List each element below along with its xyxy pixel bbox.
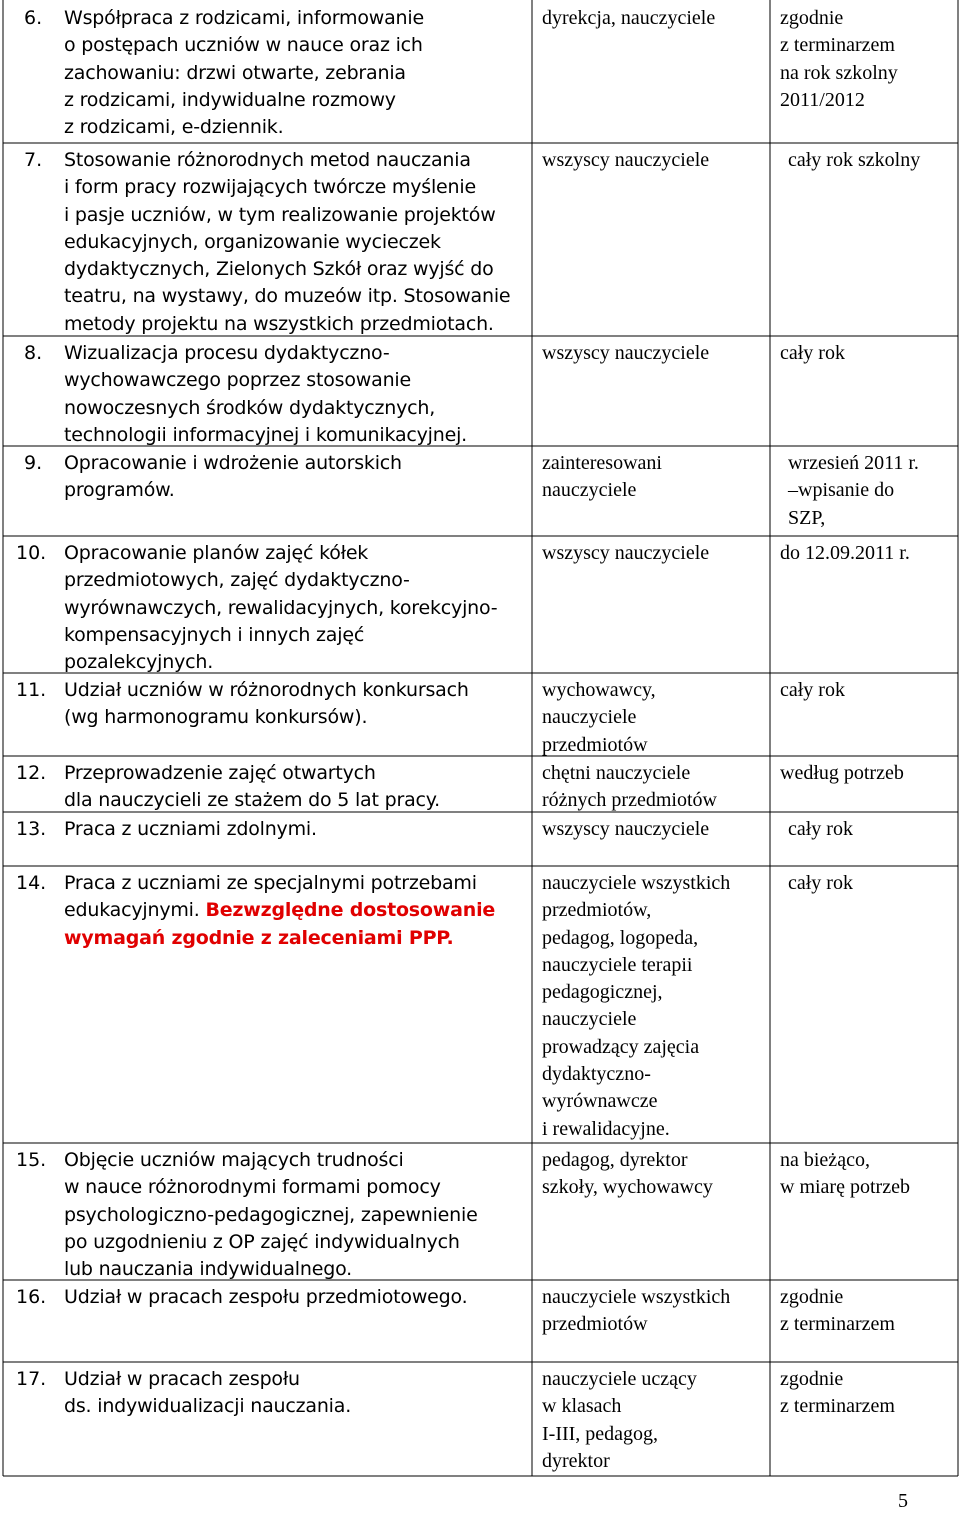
when-line: –wpisanie do	[788, 479, 895, 502]
task-line: Współpraca z rodzicami, informowanie	[64, 7, 424, 29]
task-line: dla nauczycieli ze stażem do 5 lat pracy.	[64, 789, 440, 812]
task-line: ds. indywidualizacji nauczania.	[64, 1395, 352, 1418]
when-line: zgodnie	[780, 1368, 844, 1390]
row-number: 14.	[16, 872, 47, 894]
when-line: 2011/2012	[780, 88, 865, 111]
task-description	[64, 340, 467, 449]
responsible-persons	[542, 147, 709, 174]
when-line: z terminarzem	[780, 1313, 895, 1336]
when-line: do 12.09.2011 r.	[780, 542, 910, 564]
requirement-emphasis: wymagań zgodnie z zaleceniami PPP.	[64, 926, 454, 949]
who-line: pedagogicznej,	[542, 981, 663, 1004]
responsible-persons	[542, 677, 656, 759]
requirement-emphasis: Bezwzględne dostosowanie	[205, 899, 496, 922]
who-line: nauczyciele terapii	[542, 953, 693, 976]
task-description	[64, 5, 424, 141]
task-line: Wizualizacja procesu dydaktyczno-	[64, 342, 390, 364]
deadline	[788, 816, 853, 843]
who-line: szkoły, wychowawcy	[542, 1176, 713, 1199]
who-line: pedagog, dyrektor	[542, 1149, 688, 1171]
deadline	[780, 760, 904, 787]
who-line: I-III, pedagog,	[542, 1422, 659, 1445]
responsible-persons	[542, 1147, 713, 1202]
when-line: na rok szkolny	[780, 61, 898, 84]
responsible-persons	[542, 1366, 697, 1475]
when-line: z terminarzem	[780, 34, 895, 57]
task-line: Praca z uczniami zdolnymi.	[64, 818, 317, 840]
who-line: przedmiotów	[542, 733, 648, 756]
task-line: po uzgodnieniu z OP zajęć indywidualnych	[64, 1230, 460, 1253]
who-line: zainteresowani	[542, 452, 662, 474]
task-line: teatru, na wystawy, do muzeów itp. Stosowanie	[64, 285, 511, 308]
row-number: 6.	[24, 7, 43, 29]
task-description	[64, 677, 469, 732]
who-line: wychowawcy,	[542, 679, 656, 701]
who-line: różnych przedmiotów	[542, 789, 717, 812]
deadline	[788, 147, 920, 174]
deadline	[780, 540, 910, 567]
task-line: i pasje uczniów, w tym realizowanie projektów	[64, 203, 496, 226]
row-number: 13.	[16, 818, 47, 840]
task-line: Udział uczniów w różnorodnych konkursach	[64, 679, 469, 701]
task-line: z rodzicami, e-dziennik.	[64, 116, 284, 139]
when-line: cały rok szkolny	[788, 149, 921, 171]
task-line: psychologiczno-pedagogicznej, zapewnienie	[64, 1203, 478, 1226]
who-line: wszyscy nauczyciele	[542, 149, 710, 171]
deadline	[780, 340, 845, 367]
responsible-persons	[542, 340, 709, 367]
task-description	[64, 760, 440, 815]
when-line: cały rok	[788, 818, 853, 840]
who-line: dydaktyczno-	[542, 1063, 651, 1086]
who-line: wszyscy nauczyciele	[542, 342, 710, 364]
when-line: na bieżąco,	[780, 1149, 870, 1171]
task-line: (wg harmonogramu konkursów).	[64, 706, 368, 729]
task-text: edukacyjnymi.	[64, 899, 206, 922]
when-line: zgodnie	[780, 1286, 844, 1308]
who-line: nauczyciele wszystkich	[542, 872, 731, 894]
task-line: Objęcie uczniów mających trudności	[64, 1149, 404, 1171]
task-line: wychowawczego poprzez stosowanie	[64, 369, 411, 392]
task-line: w nauce różnorodnymi formami pomocy	[64, 1176, 441, 1199]
who-line: wszyscy nauczyciele	[542, 818, 710, 840]
deadline	[780, 1366, 895, 1421]
who-line: i rewalidacyjne.	[542, 1117, 670, 1140]
task-line: Przeprowadzenie zajęć otwartych	[64, 762, 376, 784]
deadline	[788, 870, 853, 897]
task-description	[64, 450, 402, 505]
responsible-persons	[542, 1284, 730, 1339]
task-line: zachowaniu: drzwi otwarte, zebrania	[64, 61, 406, 84]
task-description	[64, 540, 497, 676]
when-line: SZP,	[788, 506, 826, 529]
who-line: przedmiotów	[542, 1313, 648, 1336]
row-number: 17.	[16, 1368, 47, 1390]
when-line: w miarę potrzeb	[780, 1176, 910, 1199]
row-number: 7.	[24, 149, 43, 171]
row-number: 12.	[16, 762, 47, 784]
row-number: 11.	[16, 679, 47, 701]
task-line: i form pracy rozwijających twórcze myślenie	[64, 176, 476, 199]
task-line: technologii informacyjnej i komunikacyjnej.	[64, 423, 468, 446]
who-line: nauczyciele wszystkich	[542, 1286, 731, 1308]
when-line: wrzesień 2011 r.	[788, 452, 919, 474]
deadline	[780, 677, 845, 704]
when-line: cały rok	[780, 679, 845, 701]
who-line: wszyscy nauczyciele	[542, 542, 710, 564]
task-line: kompensacyjnych i innych zajęć	[64, 623, 365, 646]
task-line: lub nauczania indywidualnego.	[64, 1258, 353, 1281]
task-description	[64, 816, 317, 843]
row-number: 8.	[24, 342, 43, 364]
when-line: zgodnie	[780, 7, 844, 29]
who-line: pedagog, logopeda,	[542, 926, 699, 949]
row-number: 9.	[24, 452, 43, 474]
task-line: Udział w pracach zespołu	[64, 1368, 300, 1390]
task-line: Stosowanie różnorodnych metod nauczania	[64, 149, 471, 171]
who-line: przedmiotów,	[542, 899, 652, 922]
row-number: 16.	[16, 1286, 47, 1308]
task-description	[64, 1284, 467, 1311]
responsible-persons	[542, 760, 717, 815]
who-line: wyrównawcze	[542, 1090, 658, 1113]
task-description	[64, 1147, 478, 1283]
who-line: prowadzący zajęcia	[542, 1035, 700, 1058]
who-line: nauczyciele	[542, 1008, 637, 1031]
task-description	[64, 870, 495, 952]
task-line: Praca z uczniami ze specjalnymi potrzebami	[64, 872, 477, 894]
task-description	[64, 147, 510, 338]
when-line: według potrzeb	[780, 762, 904, 784]
row-number: 10.	[16, 542, 47, 564]
responsible-persons	[542, 540, 709, 567]
task-description	[64, 1366, 351, 1421]
task-line	[64, 897, 495, 924]
who-line: nauczyciele	[542, 706, 637, 729]
task-line: wyrównawczych, rewalidacyjnych, korekcyjno-	[64, 596, 498, 619]
task-line: Udział w pracach zespołu przedmiotowego.	[64, 1286, 468, 1308]
deadline	[780, 1284, 895, 1339]
task-line: Opracowanie i wdrożenie autorskich	[64, 452, 402, 474]
deadline	[780, 1147, 910, 1202]
row-number: 15.	[16, 1149, 47, 1171]
when-line: z terminarzem	[780, 1395, 895, 1418]
task-line: pozalekcyjnych.	[64, 651, 214, 674]
deadline	[780, 5, 898, 114]
responsible-persons	[542, 870, 730, 1143]
who-line: dyrektor	[542, 1449, 610, 1472]
who-line: dyrekcja, nauczyciele	[542, 7, 716, 29]
responsible-persons	[542, 450, 662, 505]
task-line: programów.	[64, 479, 175, 502]
who-line: chętni nauczyciele	[542, 762, 691, 784]
when-line: cały rok	[780, 342, 845, 364]
task-line: edukacyjnych, organizowanie wycieczek	[64, 230, 441, 253]
task-line: dydaktycznych, Zielonych Szkół oraz wyjść do	[64, 258, 494, 281]
when-line: cały rok	[788, 872, 853, 894]
who-line: w klasach	[542, 1395, 622, 1418]
task-line: Opracowanie planów zajęć kółek	[64, 542, 369, 564]
deadline	[788, 450, 919, 532]
task-line: metody projektu na wszystkich przedmiotach.	[64, 312, 494, 335]
responsible-persons	[542, 816, 709, 843]
who-line: nauczyciele uczący	[542, 1368, 697, 1390]
task-line: nowoczesnych środków dydaktycznych,	[64, 396, 436, 419]
task-line: z rodzicami, indywidualne rozmowy	[64, 88, 396, 111]
task-line: przedmiotowych, zajęć dydaktyczno-	[64, 569, 410, 592]
task-line: o postępach uczniów w nauce oraz ich	[64, 34, 423, 57]
responsible-persons	[542, 5, 715, 32]
who-line: nauczyciele	[542, 479, 637, 502]
page-number: 5	[898, 1490, 908, 1512]
